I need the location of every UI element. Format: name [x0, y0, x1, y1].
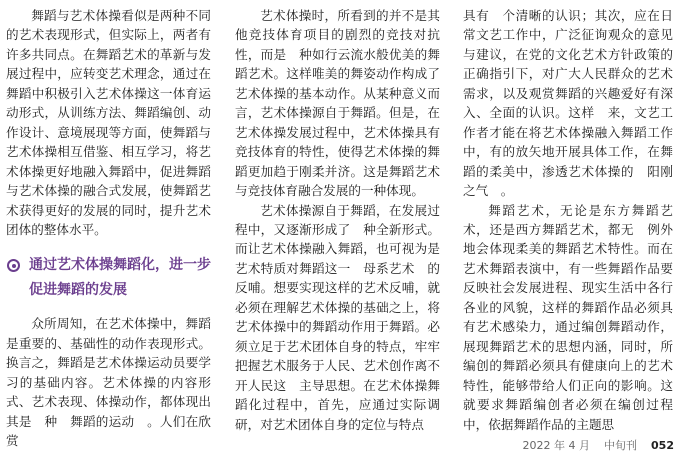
footer-date: 2022 年 4 月: [522, 439, 591, 452]
circle-dot-icon: [7, 259, 20, 272]
article-column-2: [235, 6, 440, 434]
section-heading: [5, 253, 211, 303]
paragraph: 众所周知，在艺术体操中，舞蹈是重要的、基础性的动作表现形式。换言之，舞蹈是艺术体操运动员要学习的基础内容。艺术体操的内容形式、艺术表现、体操动作，都体现出其是 种 舞蹈的运动 。人们在欣赏: [6, 316, 211, 449]
paragraph: 具有 个清晰的认识；其次，应在日常文艺工作中，广泛征询观众的意见与建议，在党的文化艺术方针政策的正确指引下，对广大人民群众的艺术需求，以及观赏舞蹈的兴趣爱好有深入、全面的认识。这样 来，文艺工作者才能在将艺术体操融入舞蹈工作中，有的放矢地开展具体工作，在舞蹈的柔美中，渗透艺术体操的 阳刚之气 。: [463, 8, 673, 199]
paragraph: 舞蹈与艺术体操看似是两种不同的艺术表现形式，但实际上，两者有许多共同点。在舞蹈艺术的革新与发展过程中，应转变艺术理念，通过在舞蹈中积极引入艺术体操这一体育运动形式，从训练方法、舞蹈编创、动作设计、意境展现等方面，使舞蹈与艺术体操相互借鉴、相互学习，将艺术体操更好地融入舞蹈中，促进舞蹈与艺术体操的融合式发展，使舞蹈艺术获得更好的发展的同时，提升艺术团体的整体水平。: [6, 8, 211, 237]
paragraph: 艺术体操源自于舞蹈，在发展过程中，又逐渐形成了 种全新形式。而让艺术体操融入舞蹈，也可视为是艺术特质对舞蹈这一 母系艺术 的反哺。想要实现这样的艺术反哺，就必须在理解艺术体操的基础之上，将艺术体操中的舞蹈动作用于舞蹈。必须立足于艺术团体自身的特点，牢牢把握艺术服务于人民、艺术创作离不开人民这 主导思想。在艺术体操舞蹈化过程中，首先，应通过实际调研，对艺术团体自身的定位与特点: [235, 202, 440, 432]
page-footer: [523, 437, 674, 453]
footer-magazine: 中旬刊: [604, 439, 638, 452]
paragraph: 舞蹈艺术，无论是东方舞蹈艺术，还是西方舞蹈艺术，都无 例外地会体现柔美的舞蹈艺术特性。而在艺术舞蹈表演中，有一些舞蹈作品要反映社会发展进程、现实生活中各行各业的风貌，这样的舞蹈作品必须具有艺术感染力，通过编创舞蹈动作，展现舞蹈艺术的思想内涵，同时，所编创的舞蹈必须具有健康向上的艺术特性，能够带给人们正向的影响。这就要求舞蹈编创者必须在编创过程中，依据舞蹈作品的主题思: [463, 202, 673, 432]
article-column-3: [463, 6, 673, 434]
section-heading-text: 通过艺术体操舞蹈化，进一步促进舞蹈的发展: [29, 257, 211, 299]
paragraph: 艺术体操时，所看到的并不是其他竞技体育项目的剧烈的竞技对抗性，而是 种如行云流水般优美的舞蹈艺术。这样唯美的舞姿动作构成了艺术体操的基本动作。从某种意义而言，艺术体操源自于舞蹈。但是，在艺术体操发展过程中，艺术体操具有竞技体育的特性，使得艺术体操的舞蹈更加趋于刚柔并济。这是舞蹈艺术与竞技体育融合发展的一种体现。: [235, 8, 440, 199]
page-number: 052: [651, 439, 674, 452]
article-column-1: [6, 6, 211, 451]
